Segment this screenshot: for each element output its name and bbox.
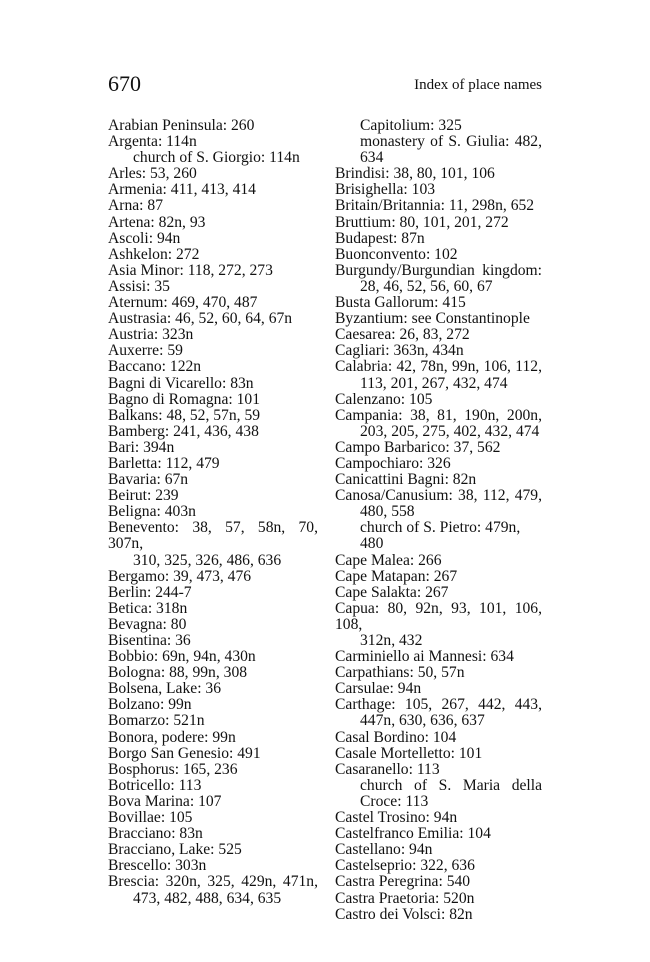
index-entry — [108, 810, 318, 826]
index-entry-line: Bolzano: 99n — [108, 696, 192, 714]
index-entry-line: Ascoli: 94n — [108, 229, 181, 247]
index-entry-line: Calabria: 42, 78n, 99n, 106, 112, — [335, 358, 542, 376]
index-entry — [108, 633, 318, 649]
index-entry — [108, 134, 318, 150]
index-entry-line: Asia Minor: 118, 272, 273 — [108, 261, 273, 279]
page-number: 670 — [108, 71, 141, 96]
index-entry-line: Barletta: 112, 479 — [108, 454, 220, 472]
index-entry-line: Brindisi: 38, 80, 101, 106 — [335, 165, 495, 183]
index-entry-continuation: 310, 325, 326, 486, 636 — [133, 551, 282, 569]
index-column-left — [108, 118, 318, 907]
index-entry-line: Canicattini Bagni: 82n — [335, 471, 477, 489]
index-entry-line: Carpathians: 50, 57n — [335, 664, 465, 682]
index-entry — [108, 424, 318, 440]
index-entry — [108, 488, 318, 504]
index-entry — [108, 842, 318, 858]
index-entry-line: Castelfranco Emilia: 104 — [335, 825, 491, 843]
index-entry — [335, 762, 542, 778]
index-entry — [108, 697, 318, 713]
index-entry-line: Austria: 323n — [108, 326, 194, 344]
index-entry — [335, 472, 542, 488]
index-entry-line: Bergamo: 39, 473, 476 — [108, 567, 252, 585]
index-entry-line: Ashkelon: 272 — [108, 245, 200, 263]
index-entry — [335, 842, 542, 858]
index-entry-line: Argenta: 114n — [108, 133, 197, 151]
index-subentry — [335, 778, 542, 810]
index-entry-line: Bomarzo: 521n — [108, 712, 205, 730]
index-entry-line: Brescello: 303n — [108, 857, 207, 875]
index-entry — [108, 231, 318, 247]
index-entry-continuation: 312n, 432 — [360, 632, 423, 649]
index-entry — [108, 794, 318, 810]
index-entry-line: Bova Marina: 107 — [108, 792, 222, 810]
index-entry — [108, 166, 318, 182]
index-entry-continuation: 28, 46, 52, 56, 60, 67 — [360, 277, 493, 295]
index-entry — [335, 198, 542, 214]
index-entry — [335, 874, 542, 890]
index-entry-continuation: 203, 205, 275, 402, 432, 474 — [360, 422, 540, 440]
index-entry — [335, 343, 542, 359]
index-entry-line: Britain/Britannia: 11, 298n, 652 — [335, 197, 535, 215]
index-entry — [108, 569, 318, 585]
running-head: Index of place names — [414, 77, 542, 93]
index-entry-line: Caesarea: 26, 83, 272 — [335, 326, 470, 344]
index-entry — [108, 858, 318, 874]
index-entry-line: Berlin: 244-7 — [108, 583, 192, 601]
index-entry — [108, 343, 318, 359]
index-entry-line: Capua: 80, 92n, 93, 101, 106, 108, — [335, 599, 542, 633]
index-entry-line: Balkans: 48, 52, 57n, 59 — [108, 406, 261, 424]
index-entry-line: Bonora, podere: 99n — [108, 728, 236, 746]
index-entry — [108, 118, 318, 134]
index-entry — [335, 649, 542, 665]
index-entry-line: Auxerre: 59 — [108, 342, 183, 360]
index-entry-line: Borgo San Genesio: 491 — [108, 744, 261, 762]
index-entry-line: Bracciano: 83n — [108, 825, 203, 843]
index-entry-line: Cape Malea: 266 — [335, 551, 442, 569]
index-entry — [108, 762, 318, 778]
index-entry-line: Cape Matapan: 267 — [335, 567, 458, 585]
index-entry-line: Bevagna: 80 — [108, 615, 187, 633]
index-entry — [108, 617, 318, 633]
index-entry — [335, 746, 542, 762]
index-entry-line: Capitolium: 325 — [360, 117, 462, 134]
index-entry-line: Calenzano: 105 — [335, 390, 433, 408]
index-entry-line: Castro dei Volsci: 82n — [335, 905, 473, 923]
index-entry-line: Bagno di Romagna: 101 — [108, 390, 261, 408]
index-entry-line: Baccano: 122n — [108, 358, 202, 376]
index-entry — [335, 311, 542, 327]
index-subentry — [335, 118, 542, 134]
index-entry-line: Castra Peregrina: 540 — [335, 873, 471, 891]
index-entry-continuation: 473, 482, 488, 634, 635 — [133, 889, 282, 907]
index-entry — [108, 198, 318, 214]
index-entry — [335, 247, 542, 263]
index-entry-line: Carminiello ai Mannesi: 634 — [335, 648, 514, 666]
index-entry-line: Bolsena, Lake: 36 — [108, 680, 222, 698]
index-entry-line: Busta Gallorum: 415 — [335, 294, 466, 312]
index-entry — [108, 681, 318, 697]
index-entry-continuation: 447n, 630, 636, 637 — [360, 712, 485, 730]
index-entry-line: Casaranello: 113 — [335, 760, 440, 778]
index-entry-line: Brescia: 320n, 325, 429n, 471n, — [108, 873, 318, 891]
index-subentry — [108, 150, 318, 166]
index-entry-line: Castra Praetoria: 520n — [335, 889, 475, 907]
index-entry — [108, 826, 318, 842]
index-entry-continuation: 634 — [360, 149, 384, 167]
index-entry — [108, 730, 318, 746]
index-entry — [335, 182, 542, 198]
index-entry — [108, 295, 318, 311]
index-entry — [108, 440, 318, 456]
index-entry-line: church of S. Maria della — [360, 776, 542, 794]
index-entry-line: Bisentina: 36 — [108, 632, 191, 649]
index-entry — [335, 907, 542, 923]
index-entry-line: Cape Salakta: 267 — [335, 583, 449, 601]
index-entry-line: Bavaria: 67n — [108, 471, 189, 489]
index-entry-line: Cagliari: 363n, 434n — [335, 342, 464, 360]
index-entry-line: Beirut: 239 — [108, 487, 179, 505]
index-entry — [108, 279, 318, 295]
index-entry-line: Bagni di Vicarello: 83n — [108, 374, 254, 392]
index-entry — [335, 327, 542, 343]
index-entry-line: Armenia: 411, 413, 414 — [108, 181, 256, 199]
index-entry-line: Arabian Peninsula: 260 — [108, 117, 255, 134]
index-entry-line: Bovillae: 105 — [108, 809, 193, 827]
index-entry — [108, 215, 318, 231]
index-entry — [335, 585, 542, 601]
index-entry-line: Carsulae: 94n — [335, 680, 422, 698]
index-entry-line: Bruttium: 80, 101, 201, 272 — [335, 213, 509, 231]
index-entry-line: Carthage: 105, 267, 442, 443, — [335, 696, 542, 714]
index-entry — [108, 408, 318, 424]
index-subentry — [335, 520, 542, 552]
index-entry-line: Campo Barbarico: 37, 562 — [335, 438, 501, 456]
index-entry — [108, 665, 318, 681]
index-entry — [335, 810, 542, 826]
index-entry-line: Bracciano, Lake: 525 — [108, 841, 242, 859]
index-entry-line: Bari: 394n — [108, 438, 175, 456]
index-entry — [108, 263, 318, 279]
index-entry — [335, 263, 542, 295]
index-entry-line: Brisighella: 103 — [335, 181, 436, 199]
index-entry — [335, 359, 542, 391]
index-entry — [335, 553, 542, 569]
index-entry — [335, 231, 542, 247]
index-entry-line: Castelseprio: 322, 636 — [335, 857, 475, 875]
index-entry — [108, 520, 318, 568]
index-entry — [108, 713, 318, 729]
index-entry — [108, 182, 318, 198]
index-entry — [335, 408, 542, 440]
index-entry-line: Bamberg: 241, 436, 438 — [108, 422, 259, 440]
index-entry-line: Aternum: 469, 470, 487 — [108, 294, 258, 312]
index-entry-line: Benevento: 38, 57, 58n, 70, 307n, — [108, 519, 318, 553]
index-entry — [108, 359, 318, 375]
index-entry-line: Bobbio: 69n, 94n, 430n — [108, 648, 256, 666]
index-entry — [335, 456, 542, 472]
index-entry-line: Budapest: 87n — [335, 229, 425, 247]
index-entry-line: Beligna: 403n — [108, 503, 196, 521]
index-entry — [108, 601, 318, 617]
index-entry — [335, 601, 542, 649]
index-entry-line: monastery of S. Giulia: 482, — [360, 133, 542, 151]
index-entry — [335, 488, 542, 520]
index-entry — [108, 585, 318, 601]
index-column-right — [335, 118, 542, 923]
index-entry-line: Casale Mortelletto: 101 — [335, 744, 483, 762]
index-entry-line: Byzantium: see Constantinople — [335, 310, 530, 328]
index-entry-line: church of S. Pietro: 479n, 480 — [360, 519, 521, 553]
index-entry-line: Arna: 87 — [108, 197, 163, 215]
index-entry-line: Casal Bordino: 104 — [335, 728, 457, 746]
index-entry-line: Castellano: 94n — [335, 841, 433, 859]
index-subentry — [335, 134, 542, 166]
index-entry-line: Castel Trosino: 94n — [335, 809, 458, 827]
index-entry — [335, 569, 542, 585]
index-entry-continuation: 480, 558 — [360, 503, 415, 521]
index-entry — [335, 440, 542, 456]
index-entry — [108, 376, 318, 392]
index-entry — [108, 649, 318, 665]
index-entry — [108, 392, 318, 408]
index-entry-line: Arles: 53, 260 — [108, 165, 197, 183]
index-entry — [108, 874, 318, 906]
index-entry-line: Assisi: 35 — [108, 277, 170, 295]
index-entry — [335, 697, 542, 729]
index-entry-line: Austrasia: 46, 52, 60, 64, 67n — [108, 310, 293, 328]
index-entry-line: Bologna: 88, 99n, 308 — [108, 664, 248, 682]
index-entry — [335, 681, 542, 697]
index-entry-line: Buonconvento: 102 — [335, 245, 458, 263]
index-entry — [108, 746, 318, 762]
index-entry-line: Campania: 38, 81, 190n, 200n, — [335, 406, 542, 424]
index-entry — [335, 730, 542, 746]
index-entry-line: Bosphorus: 165, 236 — [108, 760, 238, 778]
index-entry — [335, 858, 542, 874]
index-entry-continuation: 113, 201, 267, 432, 474 — [360, 374, 508, 392]
index-entry-line: Botricello: 113 — [108, 776, 202, 794]
index-entry-line: church of S. Giorgio: 114n — [133, 149, 300, 167]
index-entry — [335, 826, 542, 842]
index-entry-line: Campochiaro: 326 — [335, 454, 451, 472]
index-entry — [108, 247, 318, 263]
index-entry — [335, 392, 542, 408]
index-entry — [335, 215, 542, 231]
index-entry — [108, 504, 318, 520]
index-entry — [108, 456, 318, 472]
index-entry — [335, 891, 542, 907]
index-entry-line: Canosa/Canusium: 38, 112, 479, — [335, 487, 542, 505]
index-entry-continuation: Croce: 113 — [360, 792, 429, 810]
index-entry — [108, 327, 318, 343]
index-entry — [335, 665, 542, 681]
index-entry — [108, 472, 318, 488]
index-entry — [335, 166, 542, 182]
index-entry-line: Betica: 318n — [108, 599, 188, 617]
index-entry — [108, 778, 318, 794]
index-entry — [108, 311, 318, 327]
index-entry — [335, 295, 542, 311]
index-entry-line: Artena: 82n, 93 — [108, 213, 206, 231]
index-entry-line: Burgundy/Burgundian kingdom: — [335, 261, 542, 279]
